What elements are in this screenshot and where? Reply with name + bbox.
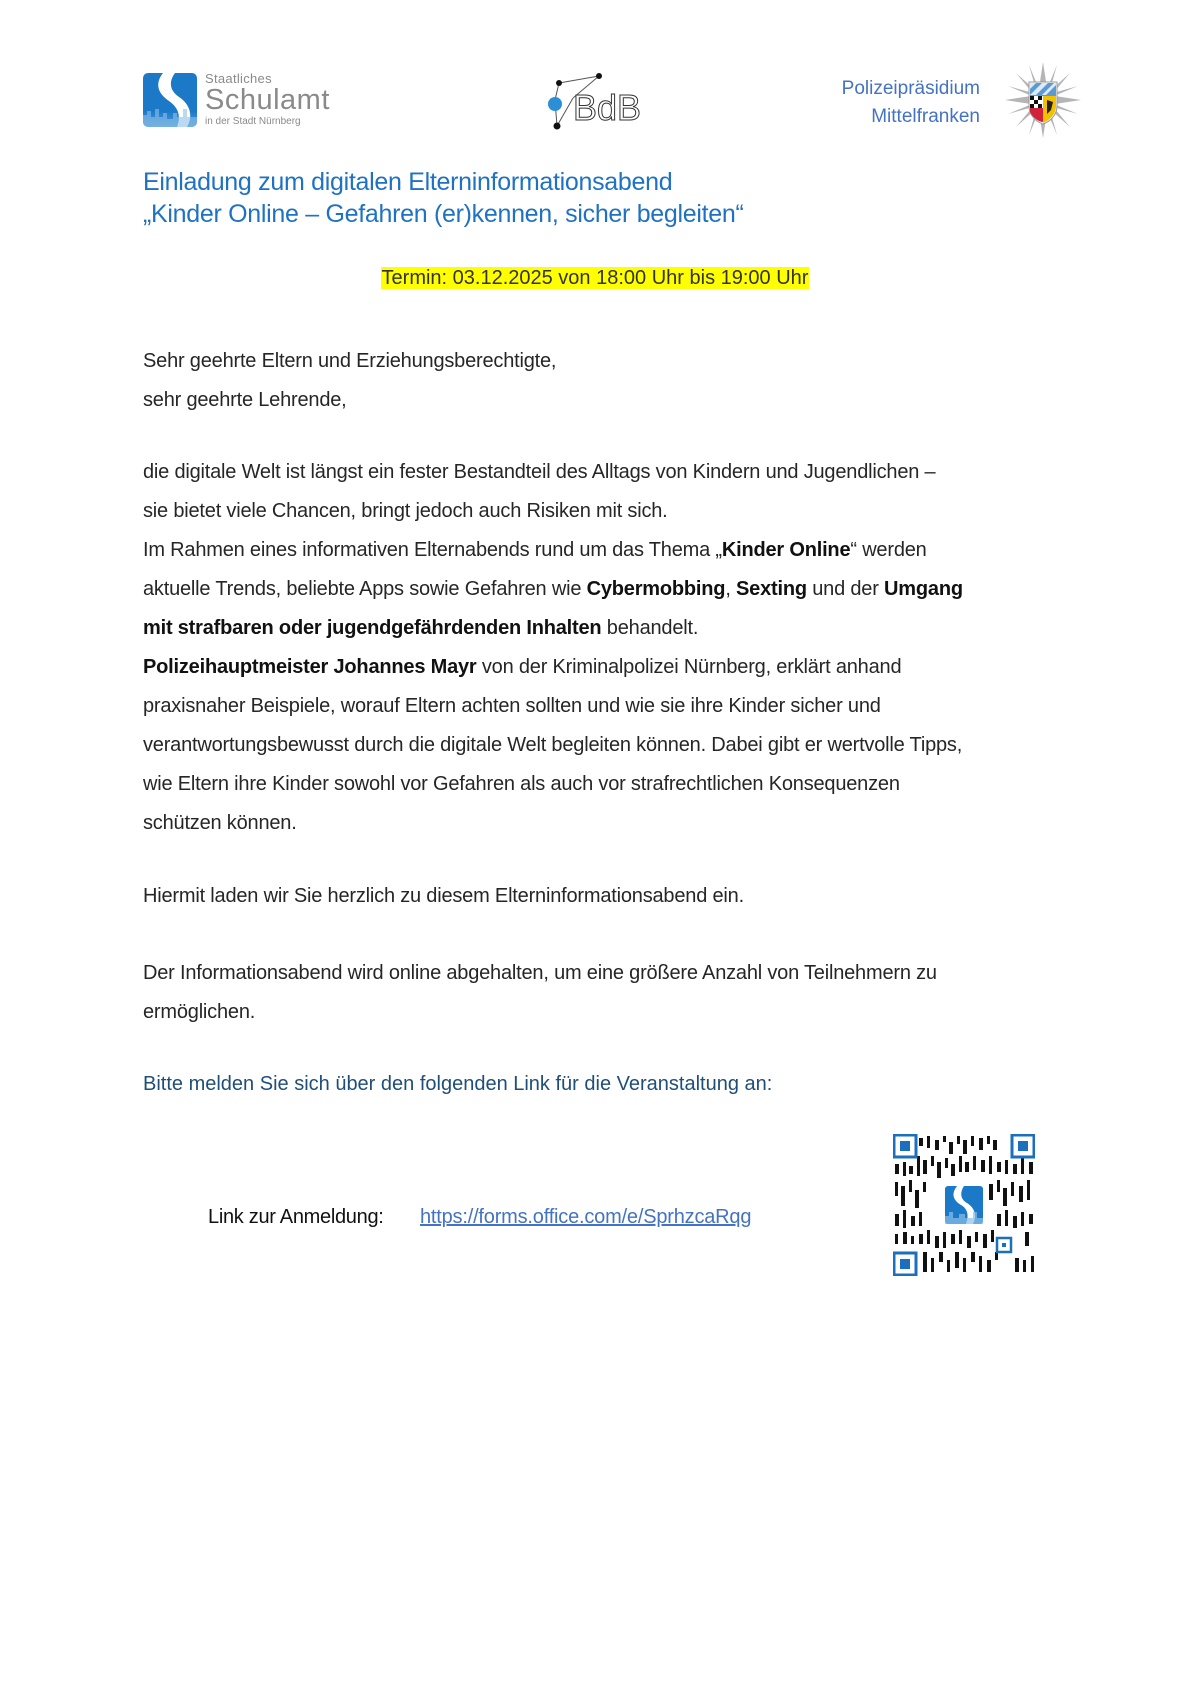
invite-sentence: Hiermit laden wir Sie herzlich zu diesem Elterninformationsabend ein. xyxy=(143,885,744,907)
online-note: Der Informationsabend wird online abgehalten, um eine größere Anzahl von Teilnehmern zu ermöglichen. xyxy=(143,962,937,1023)
topic-strafbare-inhalte: mit strafbaren oder jugendgefährdenden Inhalten xyxy=(143,617,602,639)
title-line-1: Einladung zum digitalen Elterninformationsabend xyxy=(143,168,673,196)
salutation: Sehr geehrte Eltern und Erziehungsberechtigte, sehr geehrte Lehrende, xyxy=(143,350,557,411)
registration-link-label: Link zur Anmeldung: xyxy=(208,1206,384,1228)
speaker-name: Polizeihauptmeister Johannes Mayr xyxy=(143,656,477,678)
topic-sexting: Sexting xyxy=(736,578,807,600)
schulamt-s-icon xyxy=(143,73,197,127)
topic-kinder-online: Kinder Online xyxy=(721,539,851,561)
polizei-wordmark: Polizeipräsidium Mittelfranken xyxy=(841,78,980,127)
registration-hint: Bitte melden Sie sich über den folgenden Link für die Veranstaltung an: xyxy=(143,1073,773,1095)
schulamt-logo xyxy=(143,72,338,130)
bdb-logo xyxy=(545,70,655,132)
title-line-2: „Kinder Online – Gefahren (er)kennen, sicher begleiten“ xyxy=(143,200,744,228)
police-star-badge-icon xyxy=(1005,62,1081,138)
registration-qr-code[interactable] xyxy=(893,1134,1035,1276)
registration-link[interactable]: https://forms.office.com/e/SprhzcaRqg xyxy=(420,1206,752,1228)
page-title xyxy=(143,166,1043,230)
main-paragraph: die digitale Welt ist längst ein fester Bestandteil des Alltags von Kindern und Jugendlichen – sie bietet viele Chancen, bringt jedoch auch Risiken mit sich. Im Rahmen eines informativen Elternabends rund um das Thema „Kinder Online“ werden aktuelle Trends, beliebte Apps sowie Gefahren wie Cybermobbing, Sexting und der Umgang mit strafbaren oder jugendgefährdenden Inhalten behandelt. Polizeihauptmeister Johannes Mayr von der Kriminalpolizei Nürnberg, erklärt anhand praxisnaher Beispiele, worauf Eltern achten sollten und wie sie ihre Kinder sicher und verantwortungsbewusst durch die digitale Welt begleiten können. Dabei gibt er wertvolle Tipps, wie Eltern ihre Kinder sowohl vor Gefahren als auch vor strafrechtlichen Konsequenzen schützen können. xyxy=(143,461,963,834)
event-date-row xyxy=(0,264,1190,292)
event-date-highlight: Termin: 03.12.2025 von 18:00 Uhr bis 19:00 Uhr xyxy=(381,267,809,289)
schulamt-wordmark: Staatliches Schulamt in der Stadt Nürnberg xyxy=(205,71,330,127)
topic-cybermobbing: Cybermobbing xyxy=(586,578,726,600)
svg-text:BdB: BdB xyxy=(573,87,642,128)
topic-umgang: Umgang xyxy=(884,578,963,600)
